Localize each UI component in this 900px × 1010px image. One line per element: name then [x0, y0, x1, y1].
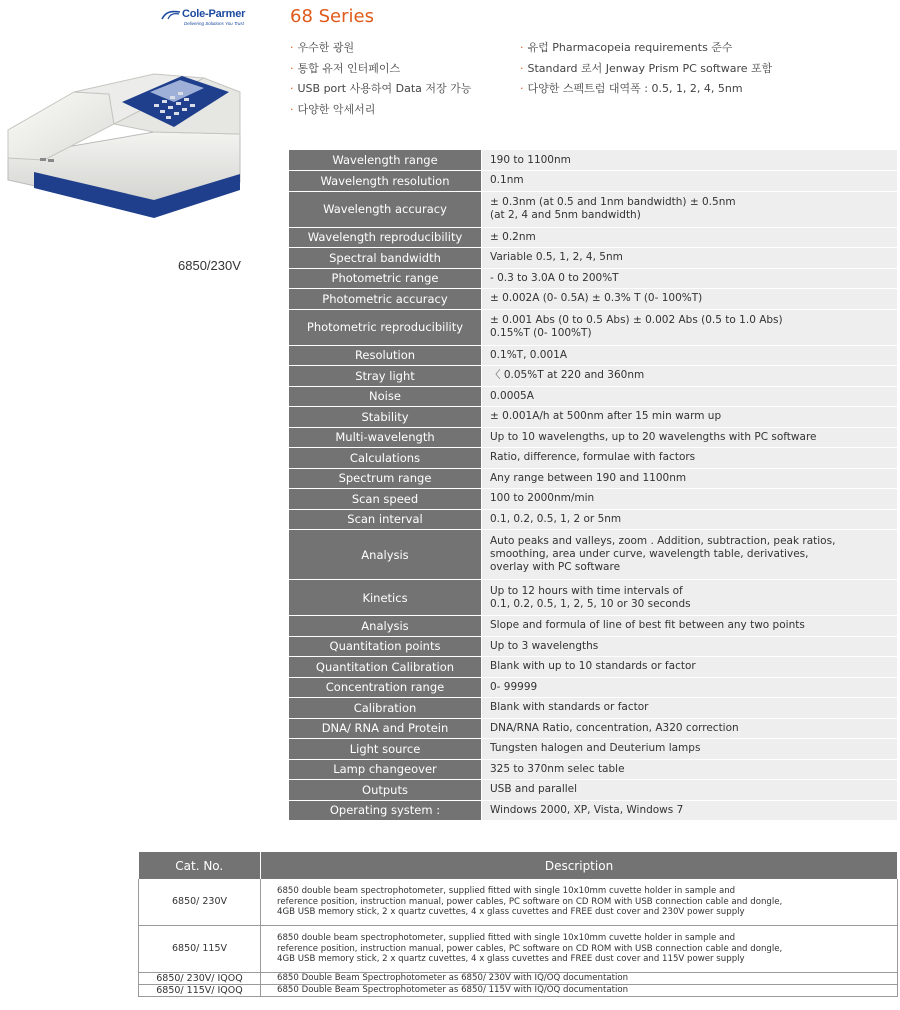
brand-logo [160, 8, 260, 30]
spec-label: Calculations [289, 448, 482, 469]
spec-row [289, 698, 897, 719]
brand-tagline: Delivering Solutions You Trust [184, 21, 244, 26]
bullet-icon: · [290, 102, 294, 116]
brand-name: Cole-Parmer [182, 8, 246, 20]
spec-label: Light source [289, 739, 482, 760]
spec-value: Variable 0.5, 1, 2, 4, 5nm [482, 248, 898, 269]
spec-label: Photometric range [289, 268, 482, 289]
spec-row [289, 227, 897, 248]
spec-label: Noise [289, 386, 482, 407]
catalog-cat-no: 6850/ 115V [139, 926, 261, 973]
feature-item: · 유럽 Pharmacopeia requirements 준수 [520, 41, 733, 54]
bullet-icon: · [520, 82, 524, 95]
spec-row [289, 677, 897, 698]
spec-label: Wavelength resolution [289, 171, 482, 192]
spec-label: Analysis [289, 530, 482, 580]
catalog-header-cat-no: Cat. No. [139, 852, 261, 879]
spec-row [289, 739, 897, 760]
spec-label: Stability [289, 407, 482, 428]
spec-value: Up to 10 wavelengths, up to 20 wavelengths with PC software [482, 427, 898, 448]
spec-row [289, 509, 897, 530]
spec-row [289, 407, 897, 428]
spec-row [289, 489, 897, 510]
spec-row [289, 366, 897, 387]
spec-row [289, 448, 897, 469]
spec-row [289, 309, 897, 345]
spec-label: Spectrum range [289, 468, 482, 489]
spec-row [289, 289, 897, 310]
feature-item: · 다양한 스펙트럼 대역폭 : 0.5, 1, 2, 4, 5nm [520, 82, 743, 95]
spec-row [289, 150, 897, 171]
feature-list-left [290, 38, 471, 120]
spec-label: Analysis [289, 616, 482, 637]
spec-value: Tungsten halogen and Deuterium lamps [482, 739, 898, 760]
spec-value: Blank with standards or factor [482, 698, 898, 719]
spec-label: DNA/ RNA and Protein [289, 718, 482, 739]
catalog-row [139, 879, 898, 926]
spec-value: Up to 12 hours with time intervals of 0.1, 0.2, 0.5, 1, 2, 5, 10 or 30 seconds [482, 580, 898, 616]
catalog-row [139, 973, 898, 985]
spec-value: 0.1nm [482, 171, 898, 192]
spec-label: Scan interval [289, 509, 482, 530]
spec-label: Stray light [289, 366, 482, 387]
spec-row [289, 268, 897, 289]
bullet-icon: · [290, 82, 294, 95]
spec-table [289, 150, 897, 821]
spec-row [289, 718, 897, 739]
catalog-header-row [139, 852, 898, 879]
catalog-description: 6850 double beam spectrophotometer, supplied fitted with single 10x10mm cuvette holder in sample and reference position, instruction manual, power cables, PC software on CD ROM with USB connection cable and dongle, 4GB USB memory stick, 2 x quartz cuvettes, 4 x glass cuvettes and FREE dust cover and 115V power supply [261, 926, 898, 973]
spec-value: 〈 0.05%T at 220 and 360nm [482, 366, 898, 387]
spec-label: Scan speed [289, 489, 482, 510]
spec-label: Quantitation points [289, 636, 482, 657]
catalog-description: 6850 Double Beam Spectrophotometer as 6850/ 115V with IQ/OQ documentation [261, 985, 898, 997]
spec-value: - 0.3 to 3.0A 0 to 200%T [482, 268, 898, 289]
spec-value: 325 to 370nm selec table [482, 759, 898, 780]
spec-value: Any range between 190 and 1100nm [482, 468, 898, 489]
catalog-description: 6850 double beam spectrophotometer, supplied fitted with single 10x10mm cuvette holder in sample and reference position, instruction manual, power cables, PC software on CD ROM with USB connection cable and dongle, 4GB USB memory stick, 2 x quartz cuvettes, 4 x glass cuvettes and FREE dust cover and 230V power supply [261, 879, 898, 926]
feature-item: · 우수한 광원 [290, 41, 355, 54]
bullet-icon: · [290, 41, 294, 54]
spec-value: USB and parallel [482, 780, 898, 801]
spec-value: ± 0.001A/h at 500nm after 15 min warm up [482, 407, 898, 428]
spec-value: DNA/RNA Ratio, concentration, A320 correction [482, 718, 898, 739]
feature-item: · Standard 로서 Jenway Prism PC software 포함 [520, 61, 773, 75]
spectrophotometer-illustration [4, 62, 244, 222]
spec-label: Resolution [289, 345, 482, 366]
spec-value: Ratio, difference, formulae with factors [482, 448, 898, 469]
catalog-cat-no: 6850/ 115V/ IQOQ [139, 985, 261, 997]
spec-label: Wavelength reproducibility [289, 227, 482, 248]
spec-row [289, 386, 897, 407]
spec-row [289, 800, 897, 821]
spec-label: Spectral bandwidth [289, 248, 482, 269]
spec-row [289, 171, 897, 192]
bullet-icon: · [520, 61, 524, 75]
spec-row [289, 616, 897, 637]
spec-label: Wavelength accuracy [289, 191, 482, 227]
spec-row [289, 530, 897, 580]
spec-label: Outputs [289, 780, 482, 801]
spec-label: Operating system : [289, 800, 482, 821]
spec-value: 0- 99999 [482, 677, 898, 698]
spec-label: Calibration [289, 698, 482, 719]
catalog-row [139, 926, 898, 973]
catalog-header-description: Description [261, 852, 898, 879]
spec-value: 190 to 1100nm [482, 150, 898, 171]
spec-label: Photometric reproducibility [289, 309, 482, 345]
spec-value: ± 0.002A (0- 0.5A) ± 0.3% T (0- 100%T) [482, 289, 898, 310]
spec-label: Photometric accuracy [289, 289, 482, 310]
spec-label: Multi-wavelength [289, 427, 482, 448]
spec-row [289, 248, 897, 269]
feature-item: · 통합 유저 인터페이스 [290, 61, 401, 75]
spec-value: Slope and formula of line of best fit between any two points [482, 616, 898, 637]
spec-value: ± 0.001 Abs (0 to 0.5 Abs) ± 0.002 Abs (0.5 to 1.0 Abs) 0.15%T (0- 100%T) [482, 309, 898, 345]
brand-mark-icon [160, 9, 182, 21]
series-title: 68 Series [290, 6, 374, 27]
spec-row [289, 191, 897, 227]
spec-value: 100 to 2000nm/min [482, 489, 898, 510]
bullet-icon: · [520, 41, 524, 54]
spec-value: ± 0.2nm [482, 227, 898, 248]
spec-row [289, 580, 897, 616]
spec-value: Blank with up to 10 standards or factor [482, 657, 898, 678]
spec-value: 0.1%T, 0.001A [482, 345, 898, 366]
catalog-row [139, 985, 898, 997]
spec-row [289, 657, 897, 678]
spec-value: 0.1, 0.2, 0.5, 1, 2 or 5nm [482, 509, 898, 530]
bullet-icon: · [290, 61, 294, 75]
spec-value: ± 0.3nm (at 0.5 and 1nm bandwidth) ± 0.5nm (at 2, 4 and 5nm bandwidth) [482, 191, 898, 227]
spec-label: Kinetics [289, 580, 482, 616]
feature-item: · USB port 사용하여 Data 저장 가능 [290, 82, 472, 95]
spec-label: Quantitation Calibration [289, 657, 482, 678]
spec-value: Up to 3 wavelengths [482, 636, 898, 657]
spec-label: Wavelength range [289, 150, 482, 171]
spec-row [289, 759, 897, 780]
spec-row [289, 468, 897, 489]
catalog-cat-no: 6850/ 230V/ IQOQ [139, 973, 261, 985]
spec-row [289, 636, 897, 657]
product-model-caption: 6850/230V [178, 258, 241, 273]
spec-row [289, 780, 897, 801]
spec-row [289, 345, 897, 366]
spec-value: Auto peaks and valleys, zoom . Addition, subtraction, peak ratios, smoothing, area under curve, wavelength table, derivatives, overlay with PC software [482, 530, 898, 580]
spec-label: Lamp changeover [289, 759, 482, 780]
spec-value: Windows 2000, XP, Vista, Windows 7 [482, 800, 898, 821]
spec-row [289, 427, 897, 448]
feature-item: · 다양한 악세서리 [290, 102, 376, 116]
feature-list-right [520, 38, 772, 100]
catalog-cat-no: 6850/ 230V [139, 879, 261, 926]
catalog-description: 6850 Double Beam Spectrophotometer as 6850/ 230V with IQ/OQ documentation [261, 973, 898, 985]
spec-label: Concentration range [289, 677, 482, 698]
product-image [4, 62, 244, 222]
catalog-table [138, 852, 898, 997]
spec-value: 0.0005A [482, 386, 898, 407]
